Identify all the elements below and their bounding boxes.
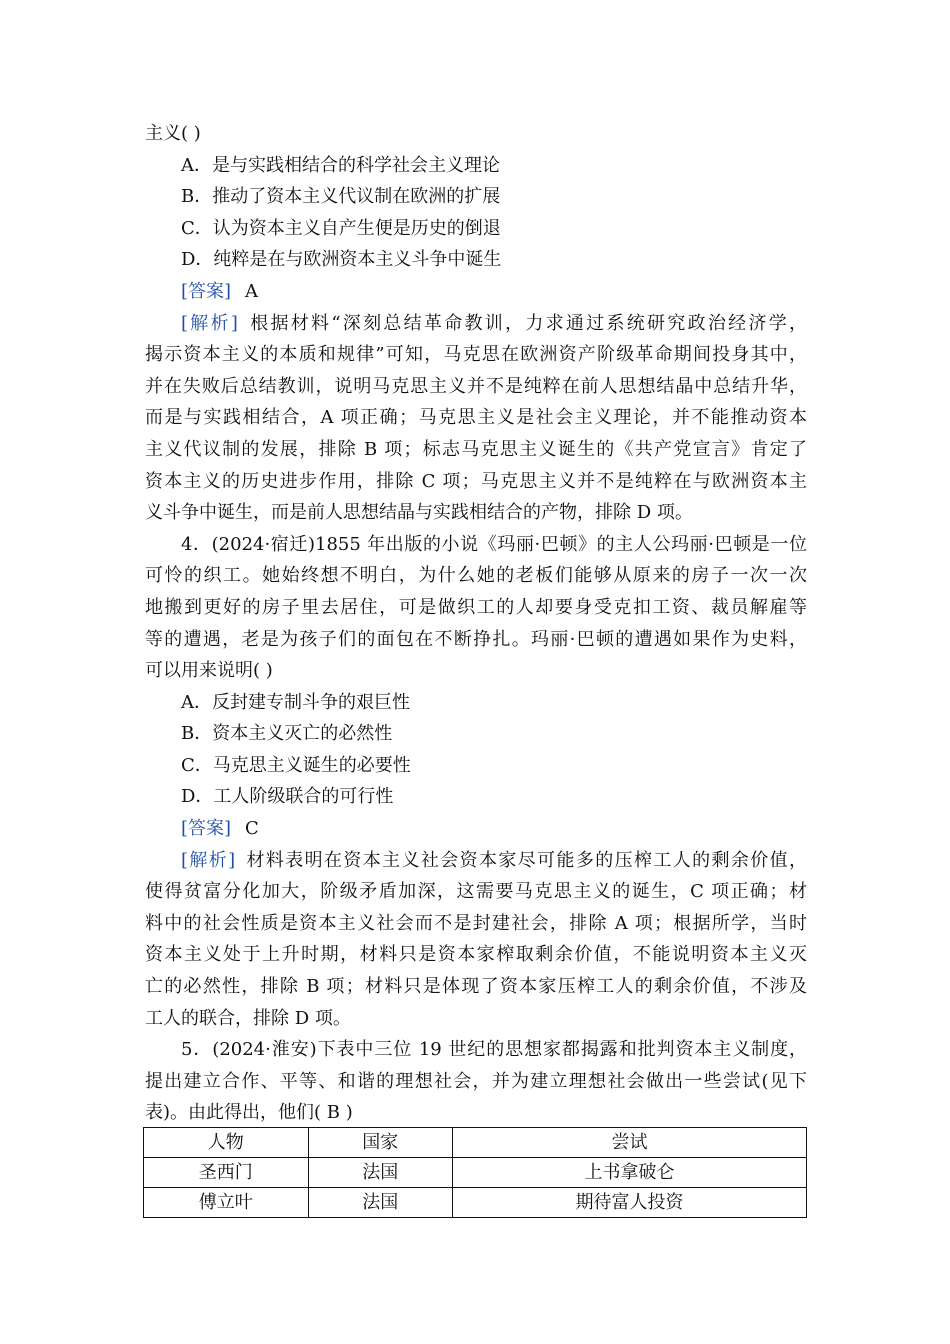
q4-stem-line: 4．(2024·宿迁)1855 年出版的小说《玛丽·巴顿》的主人公玛丽·巴顿是一位 bbox=[181, 533, 807, 555]
q4-stem-line: 可怜的织工。她始终想不明白，为什么她的老板们能够从原来的房子一次一次 bbox=[145, 565, 807, 587]
document-page bbox=[145, 118, 807, 1129]
table-cell: 上书拿破仑 bbox=[453, 1158, 807, 1188]
q4-stem-line: 可以用来说明( ) bbox=[145, 660, 273, 682]
table-header: 国家 bbox=[308, 1128, 453, 1158]
q3-option-a: A．是与实践相结合的科学社会主义理论 bbox=[181, 154, 500, 176]
q4-explanation-line: 工人的联合，排除 D 项。 bbox=[145, 1007, 351, 1029]
q4-option-d: D．工人阶级联合的可行性 bbox=[181, 786, 394, 808]
q3-explanation-line: [解析] 根据材料“深刻总结革命教训，力求通过系统研究政治经济学， bbox=[181, 312, 808, 334]
q4-option-b: B．资本主义灭亡的必然性 bbox=[181, 723, 393, 745]
explanation-tag: [解析] bbox=[181, 849, 236, 871]
table-row bbox=[144, 1158, 807, 1188]
q3-option-d: D．纯粹是在与欧洲资本主义斗争中诞生 bbox=[181, 249, 502, 271]
table-row bbox=[144, 1188, 807, 1218]
q4-explanation-line: 亡的必然性，排除 B 项；材料只是体现了资本家压榨工人的剩余价值，不涉及 bbox=[145, 976, 807, 998]
q4-explanation-line: [解析] 材料表明在资本主义社会资本家尽可能多的压榨工人的剩余价值， bbox=[181, 849, 808, 871]
q3-explanation-line: 而是与实践相结合，A 项正确；马克思主义是社会主义理论，并不能推动资本 bbox=[145, 407, 807, 429]
explanation-tag: [解析] bbox=[181, 312, 238, 334]
q4-option-c: C．马克思主义诞生的必要性 bbox=[181, 754, 411, 776]
q3-stem: 主义( ) bbox=[145, 123, 201, 144]
answer-tag: [答案] bbox=[181, 818, 232, 840]
table-cell: 法国 bbox=[308, 1158, 453, 1188]
thinkers-table bbox=[143, 1127, 807, 1218]
q3-explanation-line: 揭示资本主义的本质和规律”可知，马克思在欧洲资产阶级革命期间投身其中， bbox=[145, 344, 807, 366]
q4-option-a: A．反封建专制斗争的艰巨性 bbox=[181, 691, 410, 713]
answer-value: C bbox=[245, 818, 259, 840]
table-header-row bbox=[144, 1128, 807, 1158]
table-cell: 傅立叶 bbox=[144, 1188, 309, 1218]
table-header: 人物 bbox=[144, 1128, 309, 1158]
q4-explanation-line: 使得贫富分化加大，阶级矛盾加深，这需要马克思主义的诞生，C 项正确；材 bbox=[145, 881, 807, 903]
q4-stem-line: 等的遭遇，老是为孩子们的面包在不断挣扎。玛丽·巴顿的遭遇如果作为史料， bbox=[145, 628, 807, 650]
q3-option-b: B．推动了资本主义代议制在欧洲的扩展 bbox=[181, 186, 501, 208]
answer-value: A bbox=[245, 280, 259, 302]
table-cell: 圣西门 bbox=[144, 1158, 309, 1188]
table-cell: 法国 bbox=[308, 1188, 453, 1218]
q3-explanation-line: 主义代议制的发展，排除 B 项；标志马克思主义诞生的《共产党宣言》肯定了 bbox=[145, 438, 807, 460]
q5-stem-line: 5．(2024·淮安)下表中三位 19 世纪的思想家都揭露和批判资本主义制度， bbox=[181, 1039, 807, 1061]
q4-explanation-line: 资本主义处于上升时期，材料只是资本家榨取剩余价值，不能说明资本主义灭 bbox=[145, 944, 807, 966]
q3-answer bbox=[145, 276, 807, 308]
q5-stem-line: 表)。由此得出，他们( B ) bbox=[145, 1102, 353, 1124]
q4-stem-line: 地搬到更好的房子里去居住，可是做织工的人却要身受克扣工资、裁员解雇等 bbox=[145, 596, 807, 618]
q4-explanation-line: 料中的社会性质是资本主义社会而不是封建社会，排除 A 项；根据所学，当时 bbox=[145, 912, 807, 934]
q3-option-c: C．认为资本主义自产生便是历史的倒退 bbox=[181, 217, 501, 239]
table-header: 尝试 bbox=[453, 1128, 807, 1158]
q3-explanation-line: 义斗争中诞生，而是前人思想结晶与实践相结合的产物，排除 D 项。 bbox=[145, 502, 693, 524]
answer-tag: [答案] bbox=[181, 280, 232, 302]
table-cell: 期待富人投资 bbox=[453, 1188, 807, 1218]
q3-explanation-line: 并在失败后总结教训，说明马克思主义并不是纯粹在前人思想结晶中总结升华， bbox=[145, 375, 807, 397]
q5-stem-line: 提出建立合作、平等、和谐的理想社会，并为建立理想社会做出一些尝试(见下 bbox=[145, 1070, 807, 1092]
q4-answer bbox=[145, 813, 807, 845]
q3-explanation-line: 资本主义的历史进步作用，排除 C 项；马克思主义并不是纯粹在与欧洲资本主 bbox=[145, 470, 807, 492]
